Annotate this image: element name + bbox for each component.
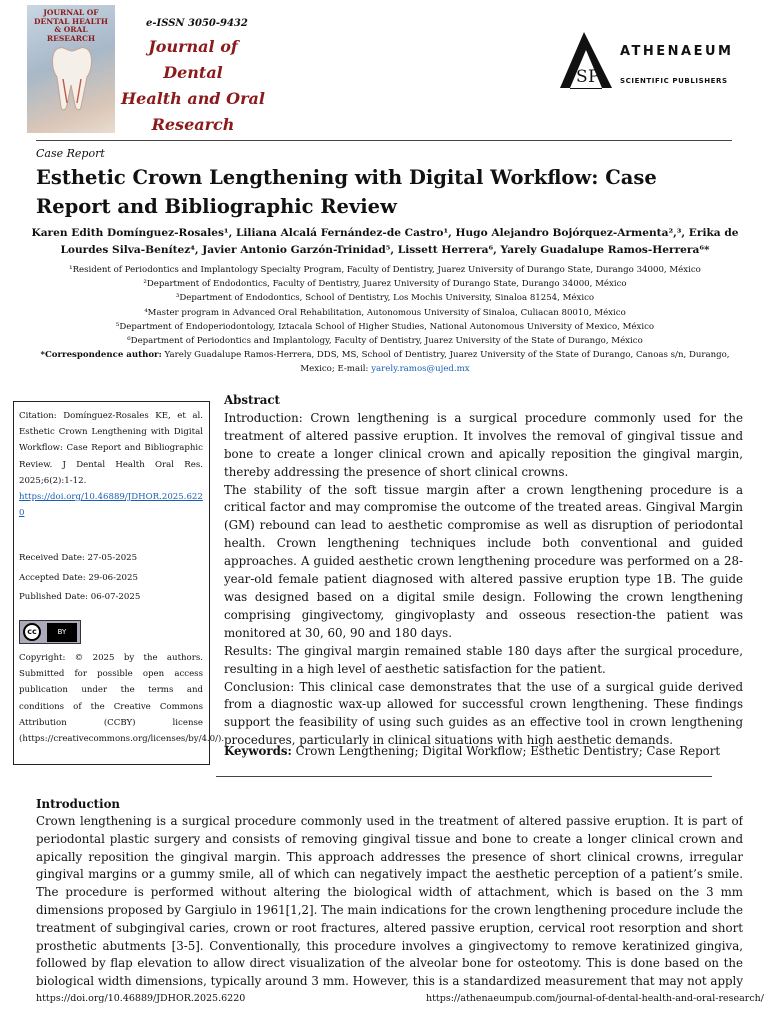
author-list: Karen Edith Domínguez-Rosales¹, Liliana Alcalá Fernández-de Castro¹, Hugo Alejandro Bojórquez-Armenta²,³, Erika de Lourdes Silva-Benítez⁴, Javier Antonio Garzón-Trinidad⁵, Lissett Herrera⁶, Yarely Guadalupe Ramos-Herrera⁶* [31,227,739,256]
cover-title: JOURNAL OF DENTAL HEALTH & ORAL RESEARCH [34,8,108,43]
citation-box [13,401,225,765]
received-date: Received Date: 27-05-2025 [19,553,138,564]
cc-by-license-icon[interactable] [19,620,81,644]
journal-name-line: Health and Oral [121,89,265,108]
affiliation-item: ⁵Department of Endoperiodontology, Iztacala School of Higher Studies, National Autonomous University of Mexico, México [115,321,655,332]
svg-text:P: P [588,67,600,87]
affiliations [30,263,740,377]
correspondence-text: Yarely Guadalupe Ramos-Herrera, DDS, MS, School of Dentistry, Juarez University of the State of Durango, Canoas s/n, Durango, Mexico; E-mail: [164,350,730,375]
journal-name [118,34,268,138]
correspondence-label: *Correspondence author: [40,350,162,361]
keywords-label: Keywords: [224,744,292,758]
citation-text: Citation: Domínguez-Rosales KE, et al. Esthetic Crown Lengthening with Digital Workflow: Case Report and Bibliographic Review. J Dental Health Oral Res. 2025;6(2):1-12. [19,411,203,486]
affiliation-item: ³Department of Endodontics, School of Dentistry, Los Mochis University, Sinaloa 81254, México [175,293,595,304]
accepted-date: Accepted Date: 29-06-2025 [19,572,138,583]
header-divider [36,140,732,141]
abstract [224,392,743,750]
article-dates [19,549,203,608]
cc-icon: cc [23,623,41,641]
abstract-paragraph: Introduction: Crown lengthening is a surgical procedure commonly used for the treatment of altered passive eruption. It involves the removal of gingival tissue and bone to create a longer clinical crown and apically reposition the gingival margin, thereby addressing the presence of short clinical crowns. [224,410,743,479]
publisher-subtitle: SCIENTIFIC PUBLISHERS [620,77,728,85]
keywords-text: Crown Lengthening; Digital Workflow; Esthetic Dentistry; Case Report [295,744,721,758]
citation-doi-link[interactable]: https://doi.org/10.46889/JDHOR.2025.6220 [19,492,203,519]
introduction-heading: Introduction [36,797,121,811]
svg-text:S: S [576,67,588,87]
correspondence [30,348,740,376]
copyright-text: Copyright: © 2025 by the authors. Submitted for possible open access publication under the terms and conditions of the Creative Commons Attribution (CCBY) license (https://creativecommons.org/licenses/by/4.0/). [19,652,225,744]
abstract-paragraph: Conclusion: This clinical case demonstrates that the use of a surgical guide derived from a diagnostic wax-up allowed for successful crown lengthening. These findings support the feasibility of using such guides as an effective tool in crown lengthening procedures, particularly in clinical situations with high aesthetic demands. [224,679,743,748]
abstract-paragraph: Results: The gingival margin remained stable 180 days after the surgical procedure, resulting in a high level of aesthetic satisfaction for the patient. [224,643,743,676]
abstract-paragraph: The stability of the soft tissue margin after a crown lengthening procedure is a critical factor and may compromise the outcome of the treated areas. Gingival Margin (GM) rebound can lead to aesthetic compromise as well as disruption of periodontal health. Crown lengthening techniques include both conventional and guided approaches. A guided aesthetic crown lengthening procedure was performed on a 28-year-old female patient diagnosed with altered passive eruption type 1B. The guide was designed based on a digital smile design. Following the crown lengthening comprising gingivectomy, gingivoplasty and osseous resection-the patient was monitored at 30, 60, 90 and 180 days. [224,482,743,640]
journal-name-line: Journal of Dental [148,37,238,82]
correspondence-email-link[interactable]: yarely.ramos@ujed.mx [371,364,470,375]
footer-journal-link[interactable]: https://athenaeumpub.com/journal-of-dental-health-and-oral-research/ [426,993,764,1004]
tooth-icon [49,43,95,113]
athenaeum-logo-icon [556,30,616,92]
keywords [224,744,743,758]
keywords-divider [216,776,712,777]
affiliation-item: ¹Resident of Periodontics and Implantology Specialty Program, Faculty of Dentistry, Juarez University of Durango State, Durango 34000, México [69,265,701,275]
affiliation-item: ⁴Master program in Advanced Oral Rehabilitation, Autonomous University of Sinaloa, Culiacan 80010, México [144,307,626,318]
abstract-heading: Abstract [224,393,280,407]
journal-name-line: Research [151,115,235,134]
published-date: Published Date: 06-07-2025 [19,592,141,603]
affiliation-item: ²Department of Endodontics, Faculty of Dentistry, Juarez University of Durango State, Durango 34000, México [143,279,627,290]
article-title: Esthetic Crown Lengthening with Digital Workflow: Case Report and Bibliographic Review [36,166,657,218]
by-icon: BY [47,623,77,642]
article-type: Case Report [36,147,105,160]
affiliation-item: ⁶Department of Periodontics and Implantology, Faculty of Dentistry, Juarez University of the State of Durango, México [127,336,643,347]
eissn: e-ISSN 3050-9432 [146,18,248,29]
introduction-body: Crown lengthening is a surgical procedure commonly used in the treatment of altered passive eruption. It is part of periodontal plastic surgery and consists of removing gingival tissue and bone to create a longer clinical crown and apically reposition the gingival margin. This approach addresses the presence of short clinical crowns, irregular gingival margins or a gummy smile, all of which can negatively impact the aesthetic perception of a patient’s smile. The procedure is performed without altering the biological width of attachment, which is based on the 3 mm dimensions proposed by Gargiulo in 1961[1,2]. The main indications for the crown lengthening procedure include the treatment of subgingival caries, crown or root fractures, altered passive eruption, cervical root resorption and short prosthetic abutments [3-5]. Conventionally, this procedure involves a gingivectomy to remove keratinized gingiva, followed by flap elevation to allow direct visualization of the alveolar bone for osteotomy. This is done based on the biological width dimensions, typically around 3 mm. However, this is a standardized measurement that may not apply [36,814,743,989]
footer-doi-link[interactable]: https://doi.org/10.46889/JDHOR.2025.6220 [36,993,246,1004]
publisher-name: ATHENAEUM [620,44,734,59]
journal-cover-image [27,5,115,133]
